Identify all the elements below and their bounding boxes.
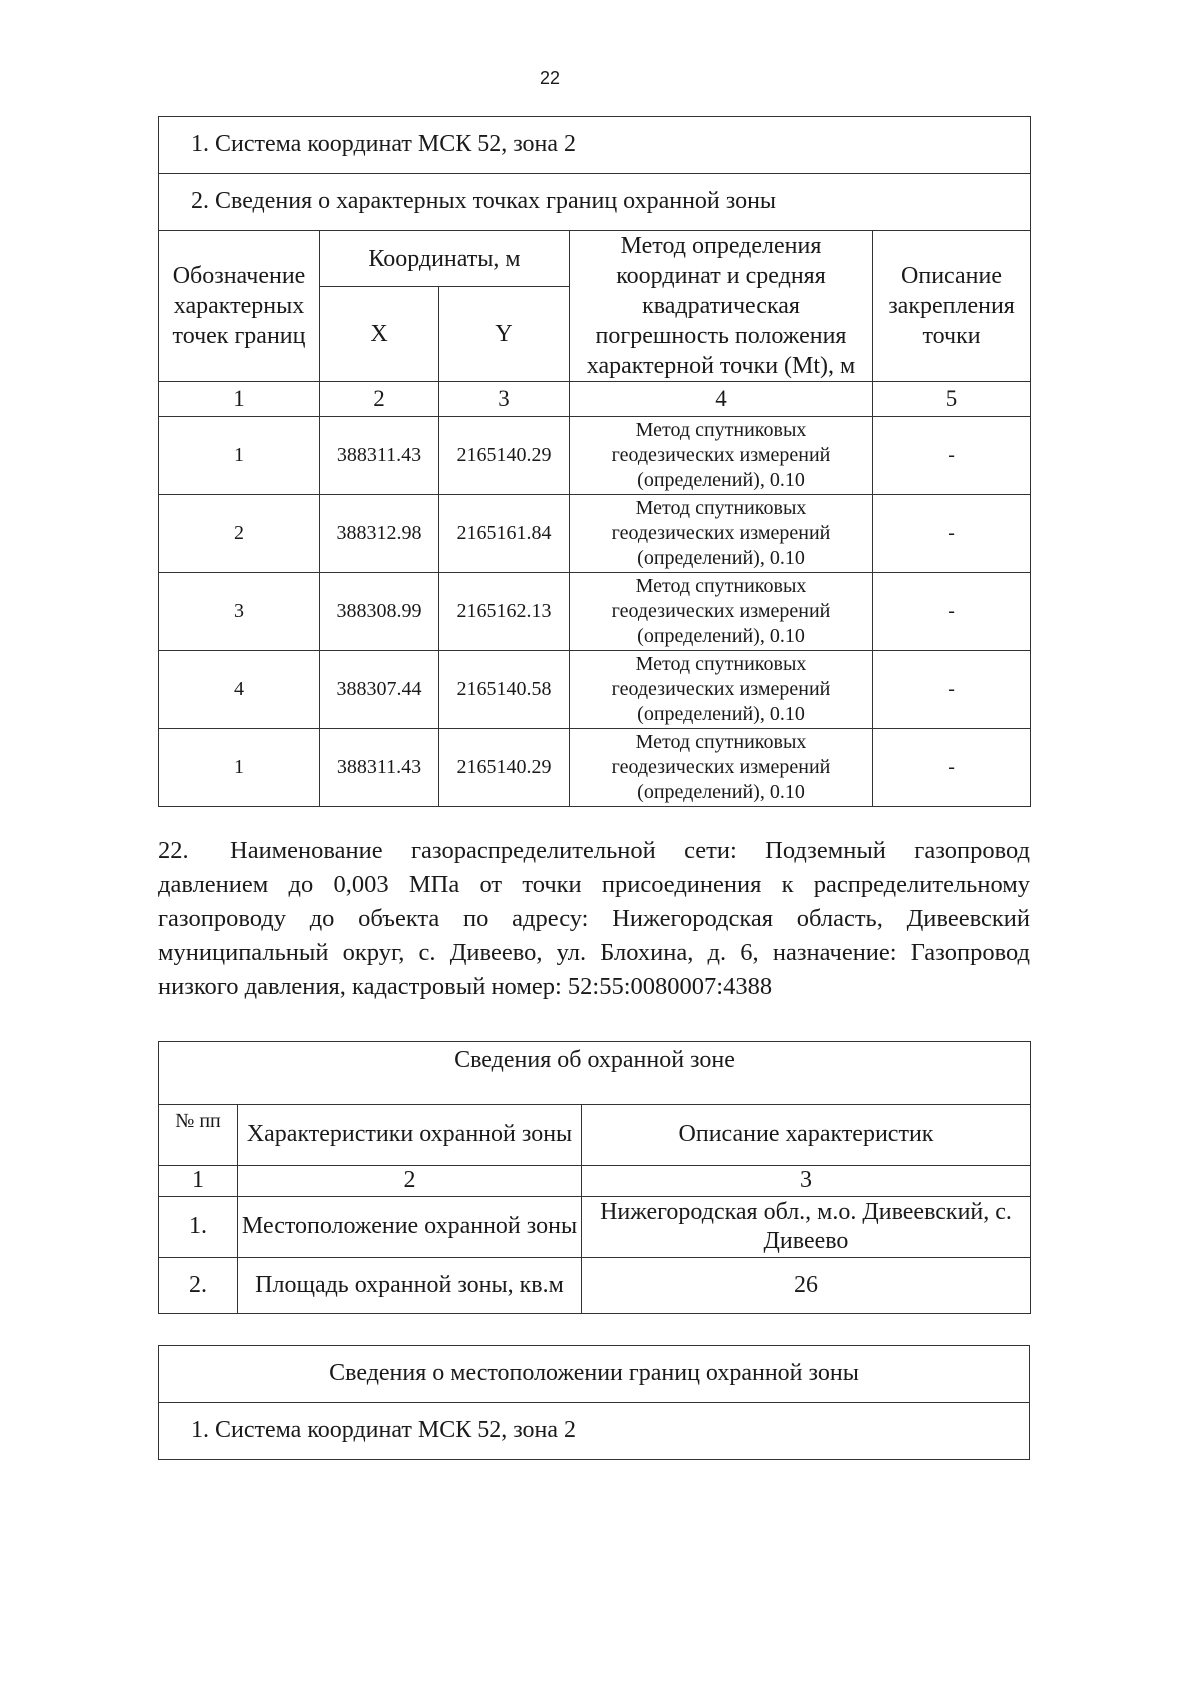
column-number: 3 [582,1166,1031,1197]
characteristic-cell: Площадь охранной зоны, кв.м [238,1258,582,1314]
paragraph-number: 22. [158,837,189,864]
table-row [159,573,1031,651]
page-number: 22 [539,68,561,88]
boundary-location-title: Сведения о местоположении границ охранной зоны [159,1346,1030,1403]
fixing-header: Описание закрепления точки [873,231,1031,382]
y-cell: 2165140.29 [439,729,570,807]
x-cell: 388308.99 [320,573,439,651]
method-cell: Метод спутниковых геодезических измерений (определений), 0.10 [570,651,873,729]
x-cell: 388311.43 [320,417,439,495]
protection-zone-title: Сведения об охранной зоне [159,1042,1031,1105]
table-row [159,417,1031,495]
paragraph-text: Наименование газораспределительной сети: Подземный газопровод давлением до 0,003 МПа от точки присоединения к распределительному газопроводу до объекта по адресу: Нижегородская область, Дивеевский муниципальный округ, с. Дивеево, ул. Блохина, д. 6, назначение: Газопровод низкого давления, кадастровый номер: 52:55:0080007:4388 [158,837,1030,1000]
column-number: 5 [873,382,1031,417]
coordinate-system-heading: 1. Система координат МСК 52, зона 2 [159,117,1031,174]
boundary-location-table [158,1345,1030,1460]
y-cell: 2165140.58 [439,651,570,729]
column-number: 2 [238,1166,582,1197]
characteristic-header: Характеристики охранной зоны [238,1105,582,1166]
method-cell: Метод спутниковых геодезических измерений (определений), 0.10 [570,729,873,807]
table-row [159,495,1031,573]
method-cell: Метод спутниковых геодезических измерений (определений), 0.10 [570,573,873,651]
description-cell: 26 [582,1258,1031,1314]
point-cell: 1 [159,729,320,807]
coordinates-header: Координаты, м [320,231,570,287]
point-cell: 1 [159,417,320,495]
x-header: X [320,287,439,382]
coordinate-system-heading: 1. Система координат МСК 52, зона 2 [159,1403,1030,1460]
method-cell: Метод спутниковых геодезических измерений (определений), 0.10 [570,495,873,573]
network-description-paragraph [158,834,1030,1004]
y-header: Y [439,287,570,382]
row-number-cell: 2. [159,1258,238,1314]
description-cell: Нижегородская обл., м.о. Дивеевский, с. Дивеево [582,1197,1031,1258]
column-number: 1 [159,382,320,417]
column-number: 2 [320,382,439,417]
table-row [159,651,1031,729]
column-number: 4 [570,382,873,417]
x-cell: 388312.98 [320,495,439,573]
point-designation-header: Обозначение характерных точек границ [159,231,320,382]
row-number-cell: 1. [159,1197,238,1258]
method-header: Метод определения координат и средняя квадратическая погрешность положения характерной точки (Mt), м [570,231,873,382]
protection-zone-table [158,1041,1031,1314]
characteristic-cell: Местоположение охранной зоны [238,1197,582,1258]
method-cell: Метод спутниковых геодезических измерений (определений), 0.10 [570,417,873,495]
x-cell: 388311.43 [320,729,439,807]
x-cell: 388307.44 [320,651,439,729]
table-row [159,1197,1031,1258]
description-header: Описание характеристик [582,1105,1031,1166]
point-cell: 4 [159,651,320,729]
column-number: 1 [159,1166,238,1197]
point-cell: 3 [159,573,320,651]
y-cell: 2165162.13 [439,573,570,651]
row-number-header: № пп [159,1105,238,1166]
fixing-cell: - [873,573,1031,651]
boundary-points-table [158,116,1031,807]
boundary-points-heading: 2. Сведения о характерных точках границ охранной зоны [159,174,1031,231]
y-cell: 2165140.29 [439,417,570,495]
fixing-cell: - [873,417,1031,495]
fixing-cell: - [873,729,1031,807]
fixing-cell: - [873,651,1031,729]
column-number: 3 [439,382,570,417]
y-cell: 2165161.84 [439,495,570,573]
fixing-cell: - [873,495,1031,573]
table-row [159,729,1031,807]
point-cell: 2 [159,495,320,573]
table-row [159,1258,1031,1314]
